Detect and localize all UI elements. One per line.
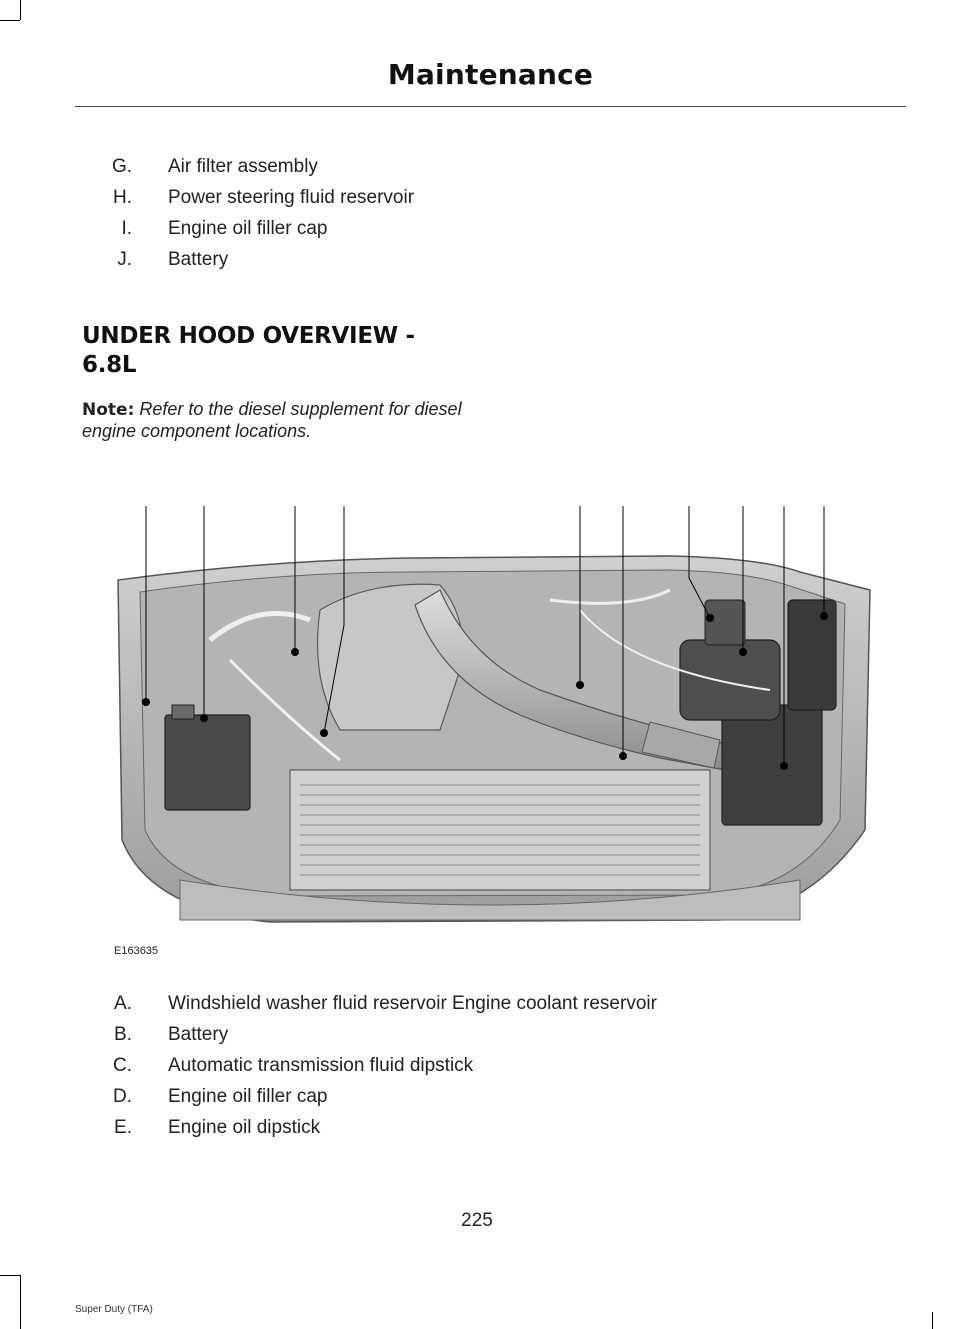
list-item	[75, 156, 875, 187]
list-item-text: Engine oil dipstick	[168, 1117, 321, 1138]
page-number: 225	[461, 1210, 493, 1231]
header-rule	[75, 106, 906, 107]
list-item	[75, 249, 875, 280]
section-title-line: UNDER HOOD OVERVIEW -	[82, 323, 415, 349]
crop-mark	[0, 1275, 20, 1276]
list-item	[75, 993, 875, 1024]
note	[82, 399, 472, 442]
radiator	[290, 770, 710, 890]
component-list-bottom	[75, 993, 875, 1148]
list-item-text: Windshield washer fluid reservoir Engine coolant reservoir	[168, 993, 657, 1014]
list-item-key: A.	[114, 993, 132, 1014]
list-item-key: I.	[121, 218, 132, 239]
figure-code: E163635	[114, 945, 159, 957]
list-item	[75, 218, 875, 249]
list-item-text: Air filter assembly	[168, 156, 318, 177]
list-item-text: Battery	[168, 1024, 229, 1045]
section-title-line: 6.8L	[82, 352, 137, 378]
component-list-top	[75, 156, 875, 280]
list-item	[75, 1117, 875, 1148]
list-item-key: G.	[111, 156, 132, 177]
fuse-box	[722, 705, 822, 825]
list-item	[75, 1055, 875, 1086]
cap-box	[705, 600, 745, 645]
fluid-reservoir-dark	[680, 640, 780, 720]
crop-mark	[20, 1275, 21, 1329]
footer-text: Super Duty (TFA)	[75, 1304, 153, 1315]
list-item-text: Power steering fluid reservoir	[168, 187, 415, 208]
engine-bay-illustration	[110, 500, 875, 930]
note-text: Refer to the diesel supplement for diesel engine component locations.	[82, 399, 462, 441]
list-item-key: E.	[114, 1117, 132, 1138]
crop-mark	[0, 20, 20, 21]
list-item	[75, 1024, 875, 1055]
crop-mark	[20, 0, 21, 20]
list-item-text: Engine oil filler cap	[168, 1086, 328, 1107]
battery-block	[165, 715, 250, 810]
list-item	[75, 1086, 875, 1117]
crop-mark	[932, 1312, 933, 1329]
list-item-key: B.	[114, 1024, 132, 1045]
page-header-title: Maintenance	[387, 58, 594, 91]
list-item-key: D.	[113, 1086, 132, 1107]
washer-reservoir	[788, 600, 836, 710]
section-title	[82, 322, 482, 380]
list-item-text: Battery	[168, 249, 229, 270]
list-item	[75, 187, 875, 218]
list-item-text: Engine oil filler cap	[168, 218, 328, 239]
list-item-key: H.	[113, 187, 132, 208]
list-item-key: J.	[117, 249, 132, 270]
list-item-text: Automatic transmission fluid dipstick	[168, 1055, 474, 1076]
note-label: Note:	[82, 400, 135, 420]
battery-terminal	[172, 705, 194, 719]
list-item-key: C.	[113, 1055, 132, 1076]
